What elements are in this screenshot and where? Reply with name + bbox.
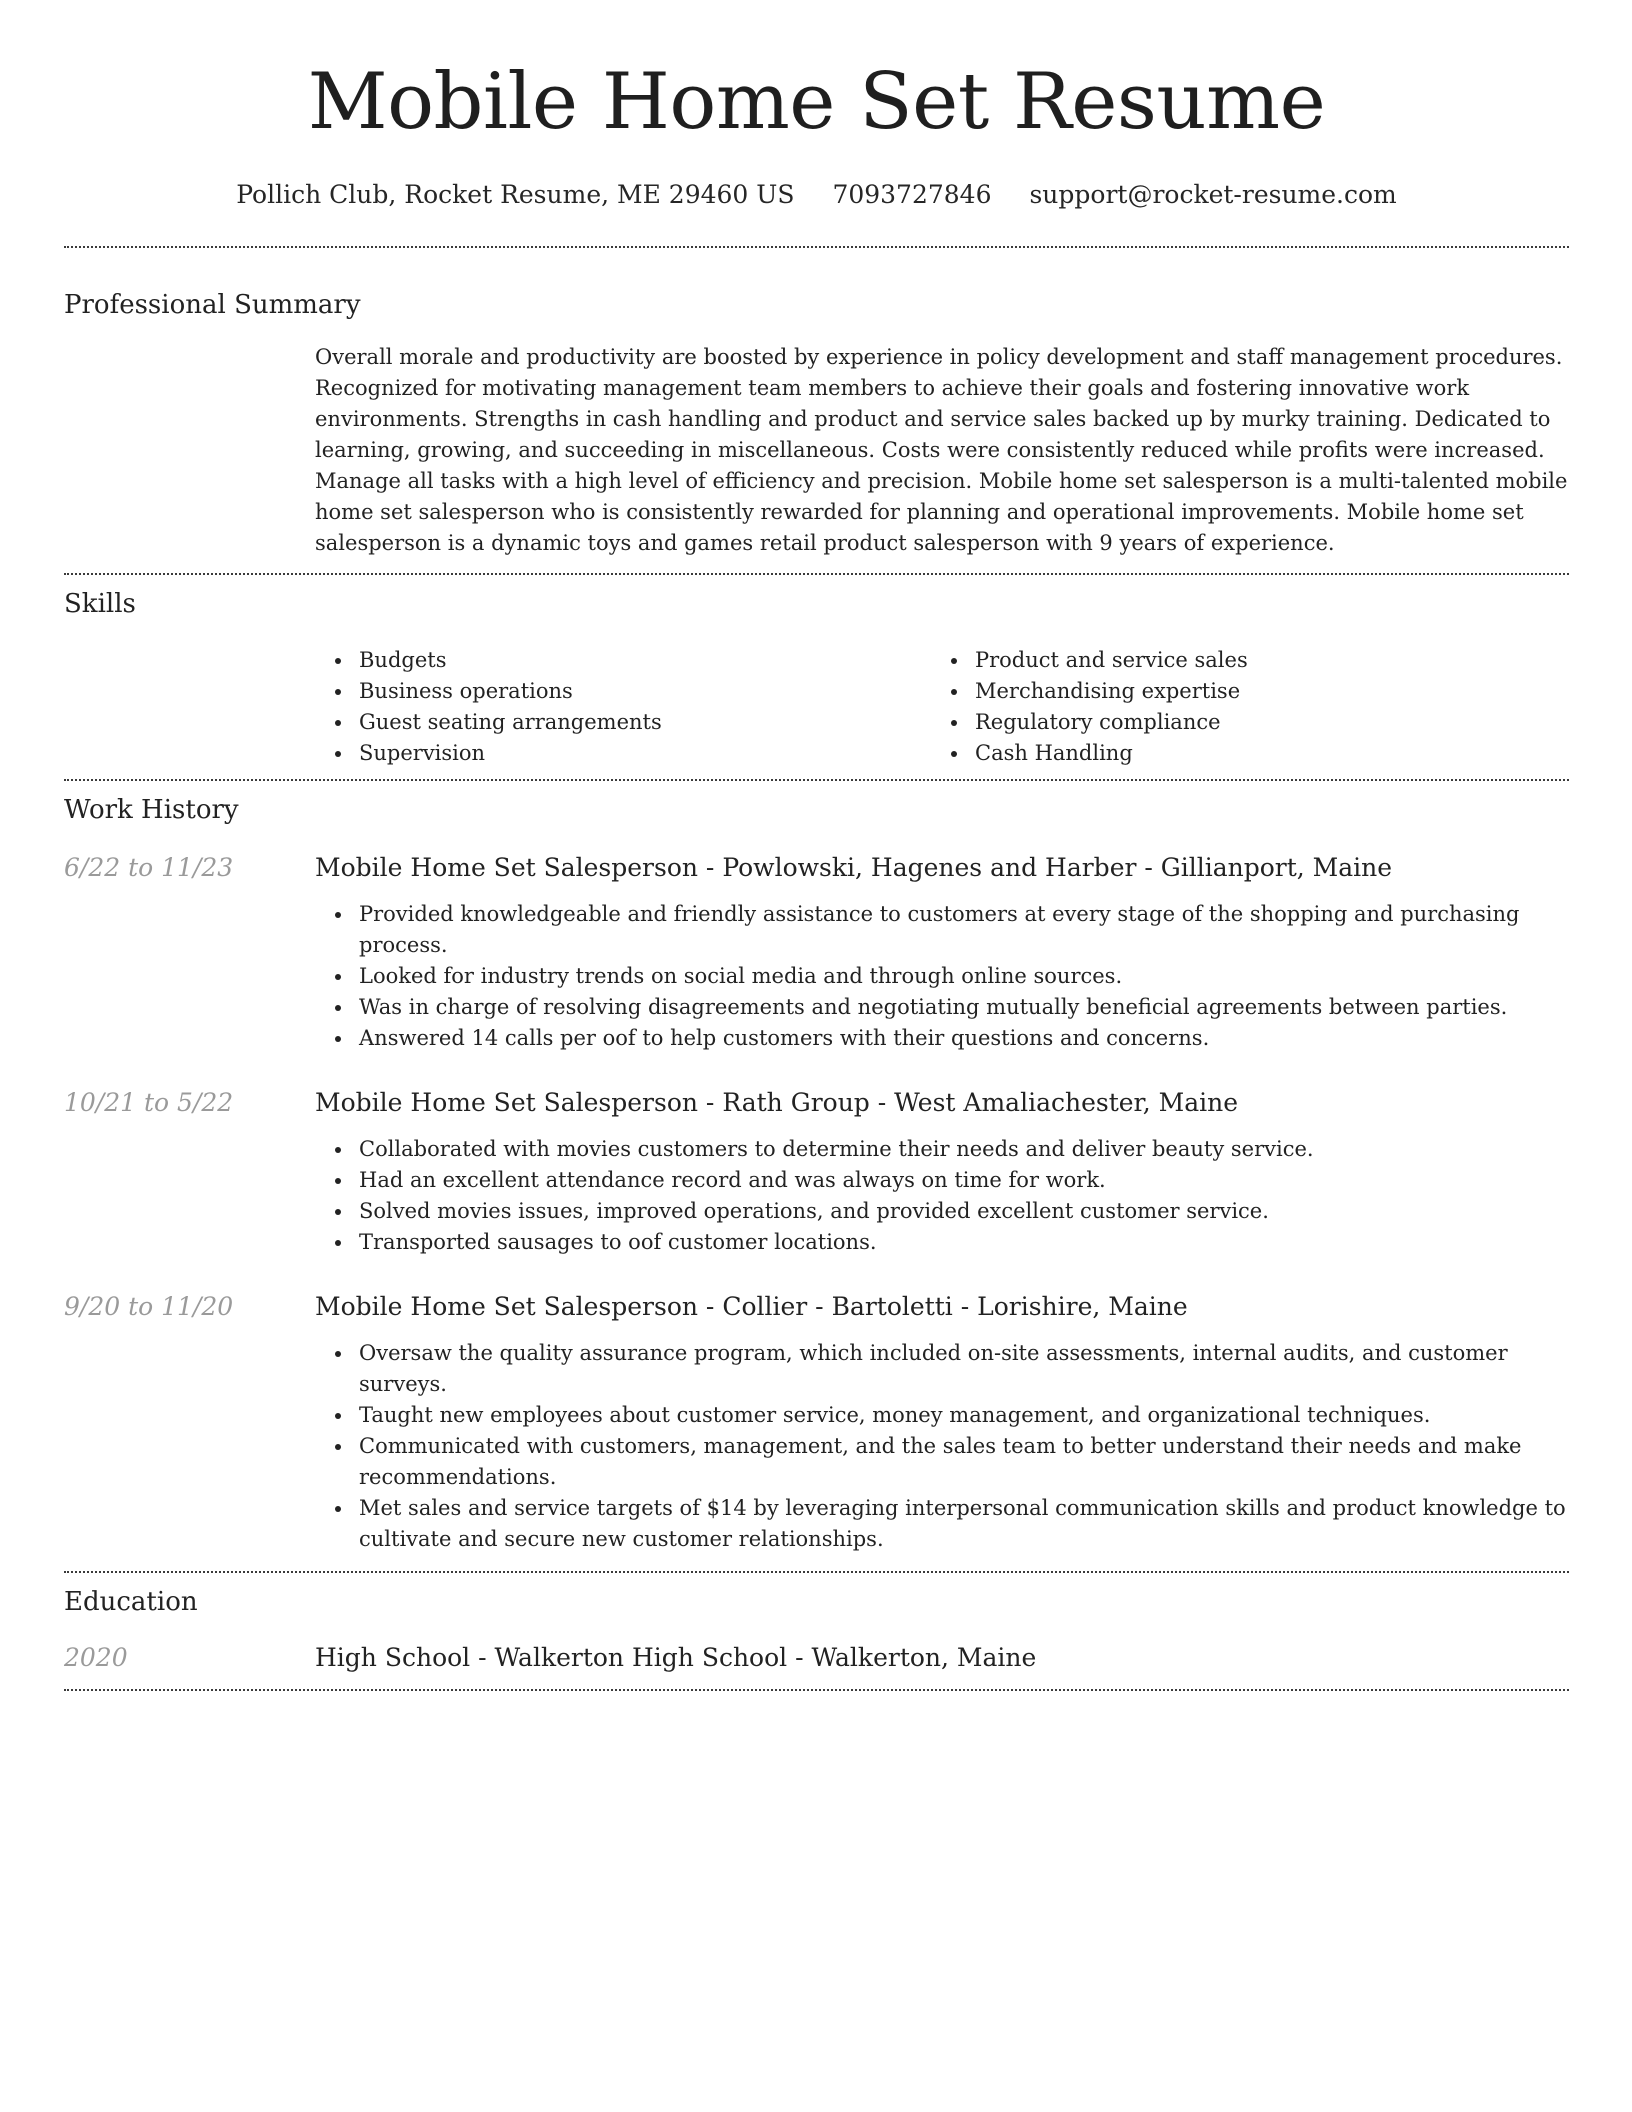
job-date: 6/22 to 11/23 (64, 853, 234, 882)
skills-column-left (315, 645, 931, 769)
job-title: Mobile Home Set Salesperson - Collier - Bartoletti - Lorishire, Maine (315, 1292, 1188, 1321)
contact-line (64, 178, 1569, 212)
job-entry (64, 1086, 1569, 1258)
job-bullet: Collaborated with movies customers to determine their needs and deliver beauty service. (359, 1134, 1569, 1165)
job-bullet: Met sales and service targets of $14 by leveraging interpersonal communication skills and product knowledge to cultivate and secure new customer relationships. (359, 1493, 1569, 1555)
summary-section (64, 288, 1569, 573)
skills-heading: Skills (64, 589, 136, 619)
work-history-heading: Work History (64, 795, 239, 825)
work-history-section (64, 793, 1569, 1571)
education-entry (64, 1641, 1569, 1689)
job-entry (64, 851, 1569, 1054)
summary-heading: Professional Summary (64, 290, 361, 320)
job-bullets (315, 1134, 1569, 1258)
education-date: 2020 (64, 1643, 128, 1672)
job-bullet: Provided knowledgeable and friendly assistance to customers at every stage of the shopping and purchasing process. (359, 899, 1569, 961)
skill-item: Guest seating arrangements (359, 707, 931, 738)
summary-text: Overall morale and productivity are boosted by experience in policy development and staff management procedures. Recognized for motivating management team members to achieve their goals and fostering innovative work environments. Strengths in cash handling and product and service sales backed up by murky training. Dedicated to learning, growing, and succeeding in miscellaneous. Costs were consistently reduced while profits were increased. Manage all tasks with a high level of efficiency and precision. Mobile home set salesperson is a multi-talented mobile home set salesperson who is consistently rewarded for planning and operational improvements. Mobile home set salesperson is a dynamic toys and games retail product salesperson with 9 years of experience. (315, 345, 1568, 555)
divider (64, 573, 1569, 575)
contact-phone: 7093727846 (832, 180, 992, 209)
job-title: Mobile Home Set Salesperson - Rath Group - West Amaliachester, Maine (315, 1088, 1239, 1117)
skill-item: Supervision (359, 738, 931, 769)
divider (64, 1689, 1569, 1691)
job-bullets (315, 1338, 1569, 1555)
job-date: 10/21 to 5/22 (64, 1088, 234, 1117)
contact-email: support@rocket-resume.com (1029, 180, 1397, 209)
divider (64, 1571, 1569, 1573)
education-section (64, 1585, 1569, 1689)
job-bullet: Communicated with customers, management, and the sales team to better understand their needs and make recommendations. (359, 1431, 1569, 1493)
resume-name: Mobile Home Set Resume (307, 57, 1326, 147)
divider (64, 779, 1569, 781)
job-bullet: Was in charge of resolving disagreements and negotiating mutually beneficial agreements between parties. (359, 992, 1569, 1023)
job-bullets (315, 899, 1569, 1054)
resume-page (64, 0, 1569, 1691)
skill-item: Business operations (359, 676, 931, 707)
skills-section (64, 587, 1569, 779)
divider (64, 246, 1569, 248)
skill-item: Budgets (359, 645, 931, 676)
education-heading: Education (64, 1587, 198, 1617)
skill-item: Merchandising expertise (975, 676, 1547, 707)
job-bullet: Solved movies issues, improved operations, and provided excellent customer service. (359, 1196, 1569, 1227)
education-title: High School - Walkerton High School - Walkerton, Maine (315, 1643, 1037, 1672)
skill-item: Cash Handling (975, 738, 1547, 769)
skills-column-right (931, 645, 1547, 769)
skills-list (315, 645, 1569, 779)
job-bullet: Answered 14 calls per oof to help customers with their questions and concerns. (359, 1023, 1569, 1054)
job-date: 9/20 to 11/20 (64, 1292, 234, 1321)
skill-item: Product and service sales (975, 645, 1547, 676)
job-bullet: Taught new employees about customer service, money management, and organizational techniques. (359, 1400, 1569, 1431)
contact-address: Pollich Club, Rocket Resume, ME 29460 US (236, 180, 795, 209)
job-bullet: Looked for industry trends on social media and through online sources. (359, 961, 1569, 992)
job-bullet: Transported sausages to oof customer locations. (359, 1227, 1569, 1258)
skill-item: Regulatory compliance (975, 707, 1547, 738)
job-bullet: Had an excellent attendance record and was always on time for work. (359, 1165, 1569, 1196)
job-entry (64, 1290, 1569, 1555)
job-title: Mobile Home Set Salesperson - Powlowski, Hagenes and Harber - Gillianport, Maine (315, 853, 1393, 882)
job-bullet: Oversaw the quality assurance program, which included on-site assessments, internal audits, and customer surveys. (359, 1338, 1569, 1400)
